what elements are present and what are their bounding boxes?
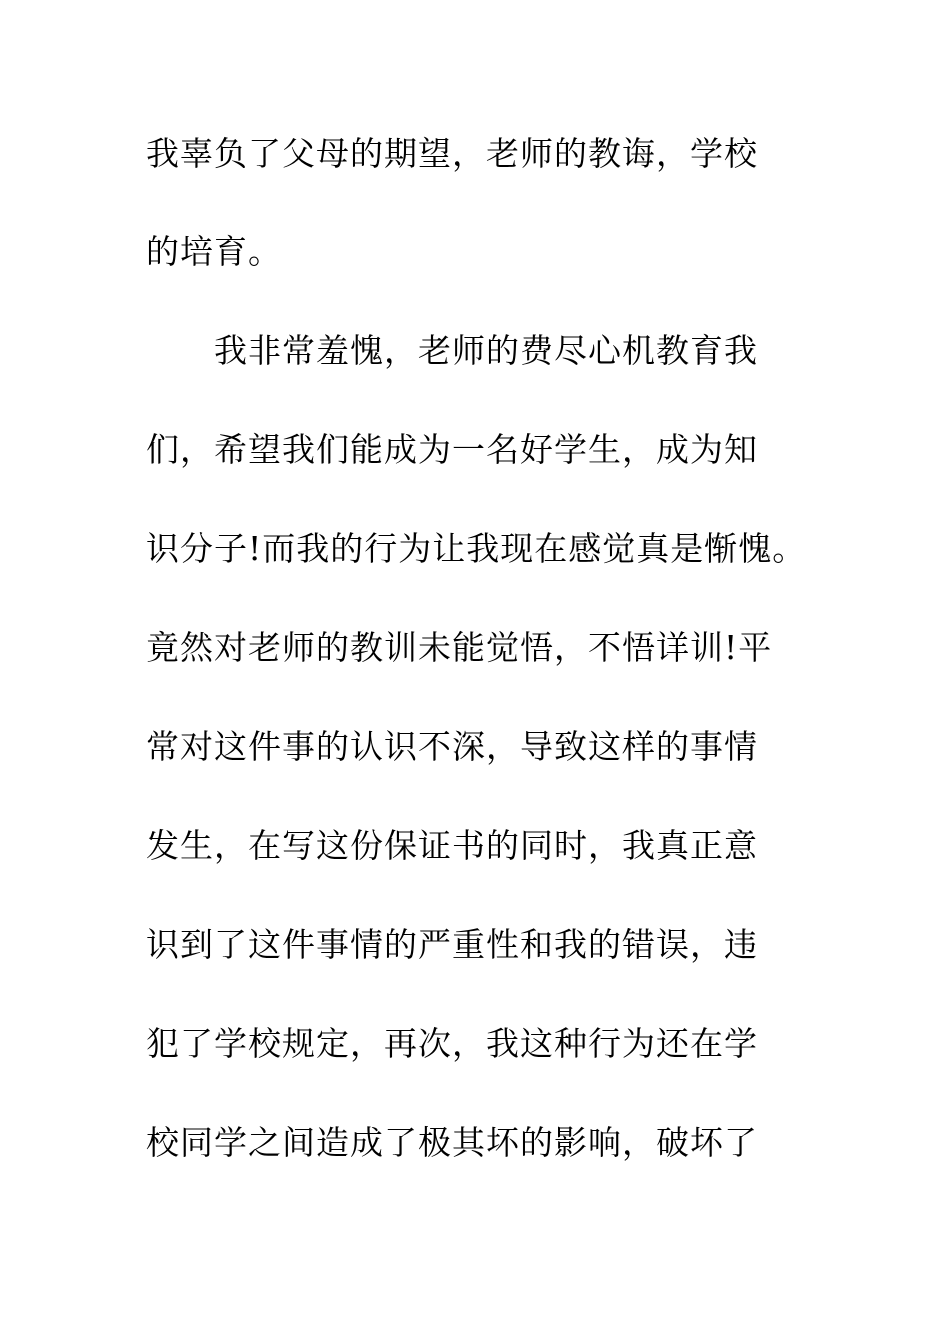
text-line: 的培育。 [146, 232, 282, 271]
text-line: 发生，在写这份保证书的同时，我真正意 [146, 826, 758, 865]
text-line: 我非常羞愧，老师的费尽心机教育我 [146, 331, 758, 370]
text-line: 犯了学校规定，再次，我这种行为还在学 [146, 1024, 758, 1063]
text-line: 识分子!而我的行为让我现在感觉真是惭愧。 [146, 529, 807, 568]
text-line: 校同学之间造成了极其坏的影响，破坏了 [146, 1123, 758, 1162]
text-line: 常对这件事的认识不深，导致这样的事情 [146, 727, 758, 766]
text-line: 竟然对老师的教训未能觉悟，不悟详训!平 [146, 628, 773, 667]
text-line: 识到了这件事情的严重性和我的错误，违 [146, 925, 758, 964]
text-line: 们，希望我们能成为一名好学生，成为知 [146, 430, 758, 469]
text-line: 我辜负了父母的期望，老师的教诲，学校 [146, 134, 758, 173]
